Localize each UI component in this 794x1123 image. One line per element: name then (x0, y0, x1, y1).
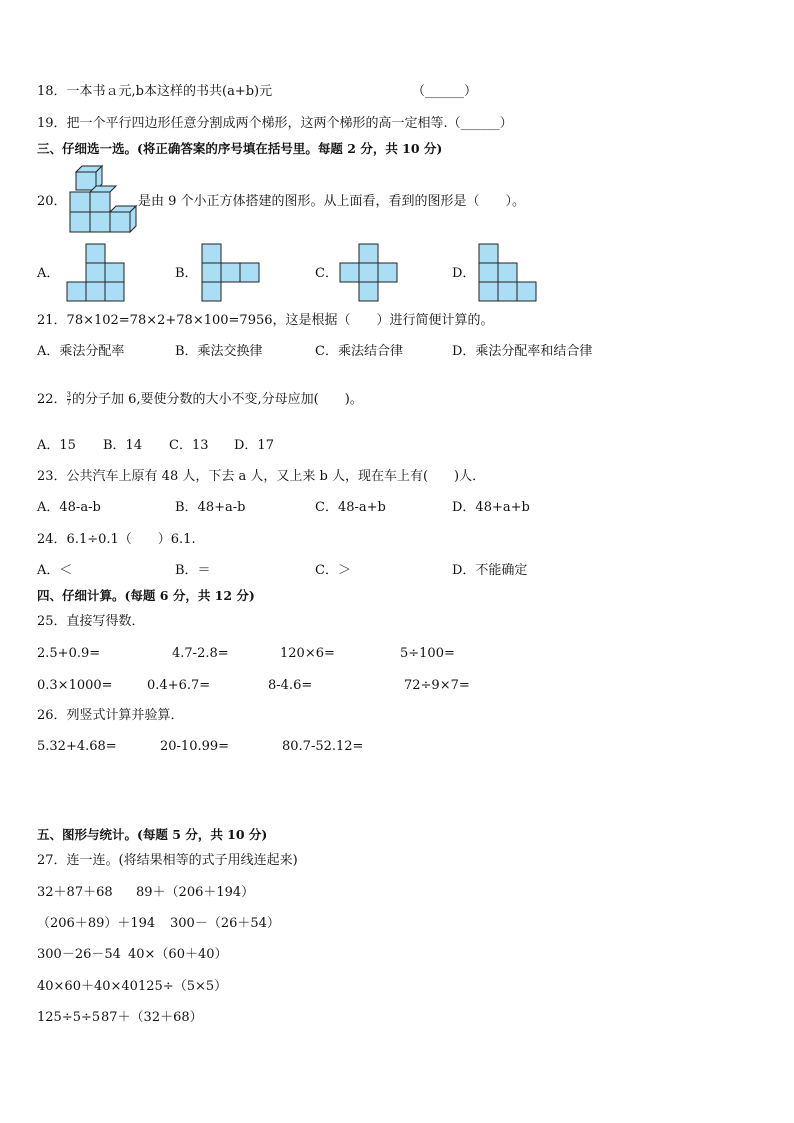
q20-option-d-figure[interactable] (478, 244, 538, 302)
q22-option-d[interactable]: D．17 (234, 438, 274, 453)
q24-option-c[interactable]: C．＞ (315, 563, 351, 578)
q20-cube-stack-figure (68, 166, 138, 232)
q20-option-c-label[interactable]: C． (315, 266, 338, 281)
q26-item3[interactable]: 80.7-52.12= (282, 739, 364, 754)
q20-text: 是由 9 个小正方体搭建的图形。从上面看，看到的图形是（ ）。 (138, 194, 526, 209)
q23-option-a[interactable]: A．48-a-b (37, 500, 101, 515)
q27-row5-left[interactable]: 125÷5÷5 (37, 1010, 101, 1025)
q22-option-c[interactable]: C．13 (169, 438, 209, 453)
q21-option-c[interactable]: C．乘法结合律 (315, 344, 403, 359)
q20-option-a-figure[interactable] (66, 244, 126, 302)
q22-fraction-numerator: 3 (66, 391, 72, 399)
q24-option-a[interactable]: A．＜ (37, 563, 73, 578)
q20-option-b-label[interactable]: B． (175, 266, 198, 281)
q21-text: 21．78×102=78×2+78×100=7956，这是根据（ ）进行简便计算的。 (37, 313, 494, 328)
q20-option-c-figure[interactable] (339, 244, 399, 302)
q25-row1-item1[interactable]: 2.5+0.9= (37, 646, 101, 661)
q23-option-c[interactable]: C．48-a+b (315, 500, 386, 515)
q27-row4-left[interactable]: 40×60＋40×40 (37, 979, 138, 994)
q20-number: 20． (37, 194, 67, 209)
q21-option-d[interactable]: D．乘法分配率和结合律 (452, 344, 593, 359)
q22-fraction-denominator: 7 (66, 399, 72, 407)
q27-row3-right[interactable]: 40×（60＋40） (128, 947, 228, 962)
q21-option-b[interactable]: B．乘法交换律 (175, 344, 263, 359)
q25-row1-item4[interactable]: 5÷100= (400, 646, 455, 661)
q19-text: 19．把一个平行四边形任意分割成两个梯形，这两个梯形的高一定相等.（______） (37, 116, 513, 131)
q24-option-b[interactable]: B．＝ (175, 563, 211, 578)
section-5-heading: 五、图形与统计。(每题 5 分，共 10 分) (37, 827, 268, 842)
q25-row2-item2[interactable]: 0.4+6.7= (147, 678, 211, 693)
q22-option-a[interactable]: A．15 (37, 438, 76, 453)
q27-text: 27．连一连。(将结果相等的式子用线连起来) (37, 853, 298, 868)
q25-row1-item2[interactable]: 4.7-2.8= (172, 646, 229, 661)
q18-text: 18．一本书ａ元,b本这样的书共(a+b)元 (37, 84, 273, 99)
q24-option-d[interactable]: D．不能确定 (452, 563, 528, 578)
q22-number: 22． (37, 392, 67, 407)
q21-option-a[interactable]: A．乘法分配率 (37, 344, 125, 359)
q26-text: 26．列竖式计算并验算． (37, 708, 184, 723)
q27-row2-right[interactable]: 300－（26＋54） (170, 916, 280, 931)
q25-row2-item1[interactable]: 0.3×1000= (37, 678, 113, 693)
q22-option-b[interactable]: B．14 (103, 438, 143, 453)
q27-row4-right[interactable]: 125÷（5×5） (138, 979, 228, 994)
q27-row3-left[interactable]: 300－26－54 (37, 947, 121, 962)
q27-row1-left[interactable]: 32＋87＋68 (37, 885, 113, 900)
q25-row2-item3[interactable]: 8-4.6= (268, 678, 313, 693)
q24-text: 24．6.1÷0.1（ ）6.1. (37, 532, 196, 547)
q22-text: 的分子加 6,要使分数的大小不变,分母应加( )。 (72, 392, 363, 407)
q20-option-a-label[interactable]: A． (37, 266, 60, 281)
q20-option-b-figure[interactable] (201, 244, 261, 302)
q27-row1-right[interactable]: 89＋（206＋194） (136, 885, 255, 900)
q26-item1[interactable]: 5.32+4.68= (37, 739, 117, 754)
q27-row5-right[interactable]: 87＋（32＋68） (101, 1010, 203, 1025)
q25-row1-item3[interactable]: 120×6= (280, 646, 335, 661)
q27-row2-left[interactable]: （206＋89）＋194 (37, 916, 156, 931)
q25-row2-item4[interactable]: 72÷9×7= (404, 678, 470, 693)
q25-text: 25．直接写得数． (37, 614, 145, 629)
q23-text: 23．公共汽车上原有 48 人，下去 a 人，又上来 b 人，现在车上有( )人． (37, 469, 486, 484)
q26-item2[interactable]: 20-10.99= (160, 739, 230, 754)
section-3-heading: 三、仔细选一选。(将正确答案的序号填在括号里。每题 2 分，共 10 分) (37, 141, 443, 156)
q22-fraction (67, 392, 71, 407)
q22-line (37, 392, 363, 408)
q18-answer-blank[interactable]: （______） (412, 84, 478, 99)
q23-option-b[interactable]: B．48+a-b (175, 500, 246, 515)
q23-option-d[interactable]: D．48+a+b (452, 500, 530, 515)
section-4-heading: 四、仔细计算。(每题 6 分，共 12 分) (37, 588, 255, 603)
q20-option-d-label[interactable]: D． (452, 266, 476, 281)
